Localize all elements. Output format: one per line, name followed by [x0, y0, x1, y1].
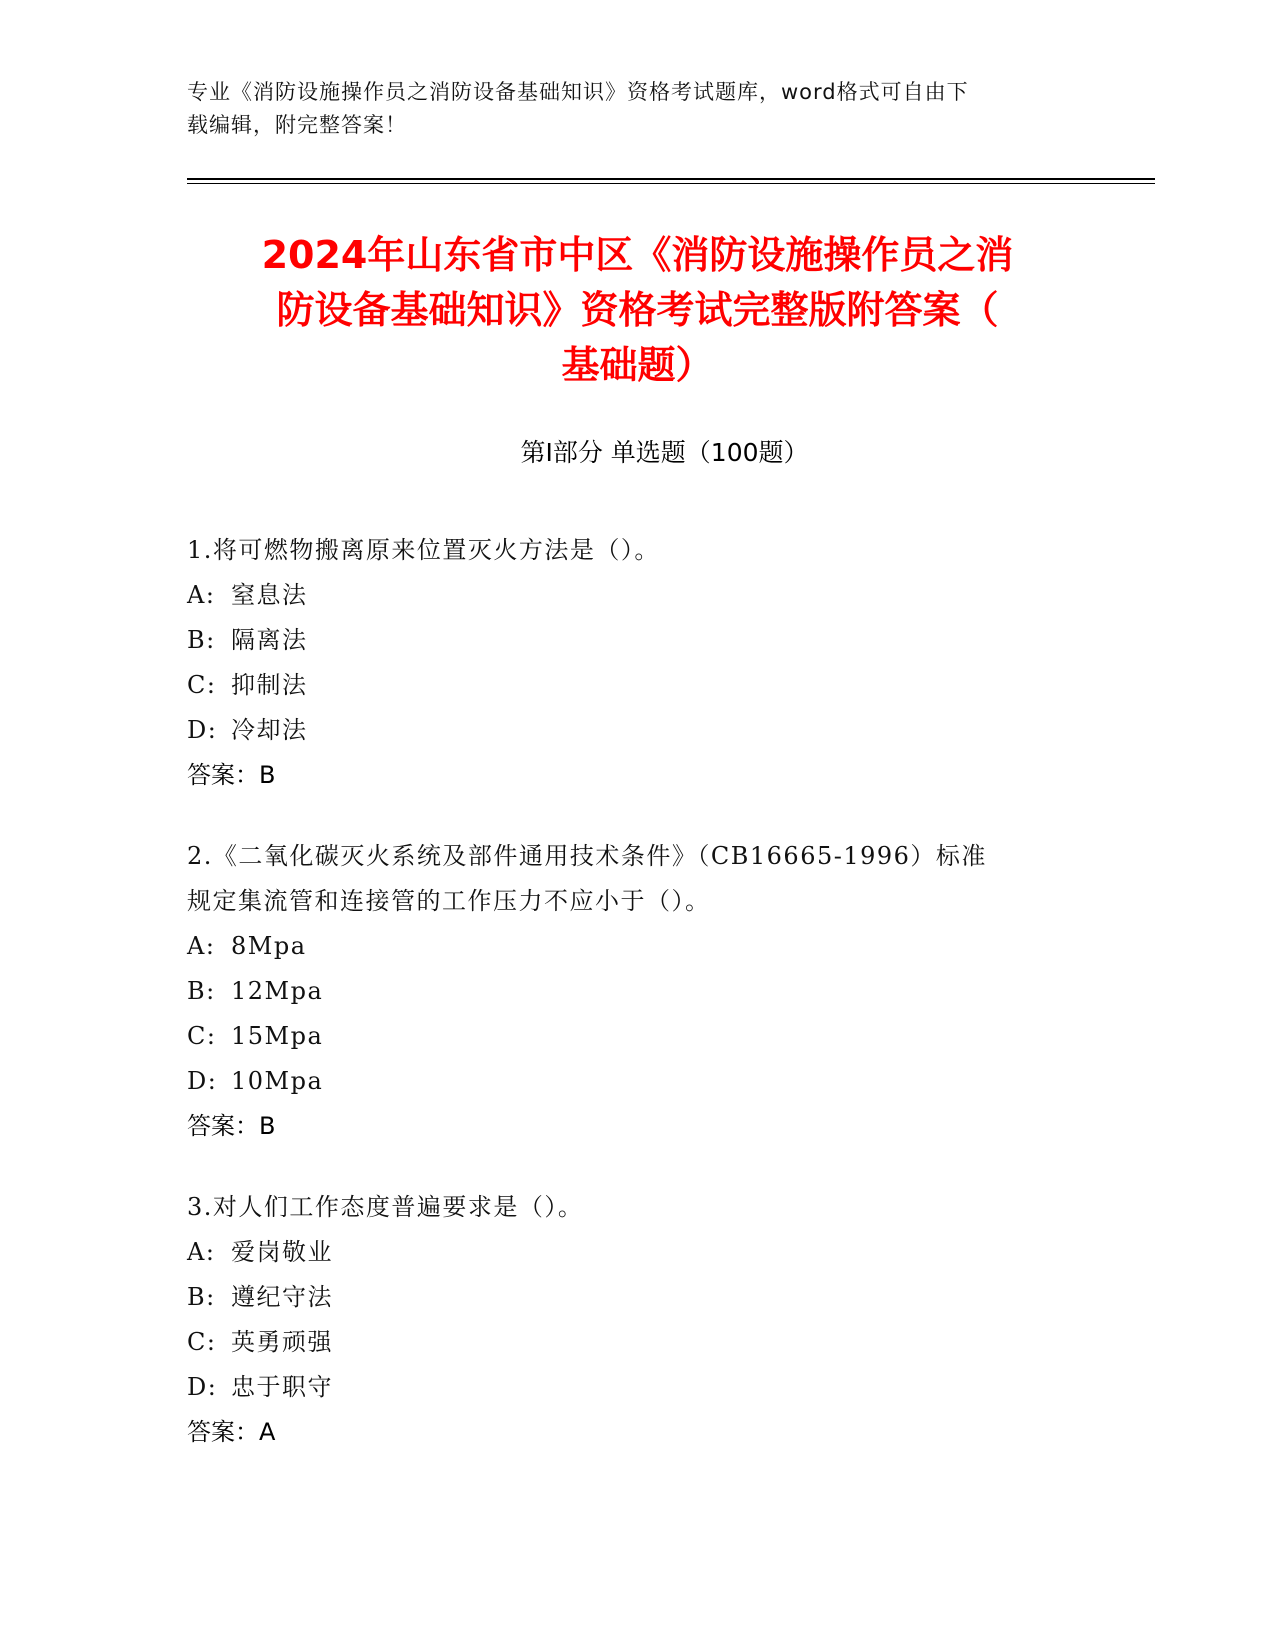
document-title	[160, 228, 1115, 393]
option-letter: B:	[187, 977, 216, 1005]
option-letter: D:	[187, 1373, 218, 1401]
header-note	[187, 76, 1087, 142]
option-text: 英勇顽强	[231, 1328, 333, 1356]
question-stem: 2.《二氧化碳灭火系统及部件通用技术条件》（CB16665-1996）标准	[187, 842, 987, 870]
option-a	[187, 924, 1067, 969]
question-3	[187, 1185, 1067, 1455]
option-letter: B:	[187, 1283, 216, 1311]
option-text: 8Mpa	[231, 932, 307, 960]
option-text: 冷却法	[231, 716, 308, 744]
option-text: 12Mpa	[231, 977, 324, 1005]
option-b	[187, 1275, 1067, 1320]
option-letter: C:	[187, 1328, 217, 1356]
question-1	[187, 528, 1067, 798]
option-a	[187, 1230, 1067, 1275]
option-d	[187, 1059, 1067, 1104]
option-text: 隔离法	[231, 626, 308, 654]
option-letter: A:	[187, 1238, 216, 1266]
answer-label: 答案：A	[187, 1418, 276, 1446]
option-b	[187, 969, 1067, 1014]
header-note-line-1: 专业《消防设施操作员之消防设备基础知识》资格考试题库，word格式可自由下	[187, 80, 969, 104]
section-title: 第Ⅰ部分 单选题（100题）	[520, 438, 809, 467]
option-a	[187, 573, 1067, 618]
option-letter: A:	[187, 932, 216, 960]
question-list	[187, 528, 1067, 1491]
answer-label: 答案：B	[187, 761, 276, 789]
option-text: 遵纪守法	[231, 1283, 333, 1311]
question-2	[187, 834, 1067, 1149]
document-title-line-2: 防设备基础知识》资格考试完整版附答案（	[276, 288, 999, 332]
option-letter: C:	[187, 671, 217, 699]
question-stem: 3.对人们工作态度普遍要求是（）。	[187, 1193, 584, 1221]
document-title-line-1: 2024年山东省市中区《消防设施操作员之消	[261, 233, 1014, 277]
option-d	[187, 1365, 1067, 1410]
option-text: 爱岗敬业	[231, 1238, 333, 1266]
option-c	[187, 1320, 1067, 1365]
option-letter: A:	[187, 581, 216, 609]
header-divider-thin	[187, 183, 1155, 184]
document-title-line-3: 基础题）	[561, 343, 714, 387]
header-divider-thick	[187, 178, 1155, 180]
answer-label: 答案：B	[187, 1112, 276, 1140]
option-letter: B:	[187, 626, 216, 654]
question-stem: 1.将可燃物搬离原来位置灭火方法是（）。	[187, 536, 660, 564]
option-text: 抑制法	[231, 671, 308, 699]
option-text: 15Mpa	[231, 1022, 324, 1050]
option-b	[187, 618, 1067, 663]
option-c	[187, 1014, 1067, 1059]
question-stem-continued: 规定集流管和连接管的工作压力不应小于（）。	[187, 887, 711, 915]
option-text: 窒息法	[231, 581, 308, 609]
option-c	[187, 663, 1067, 708]
option-text: 10Mpa	[231, 1067, 324, 1095]
option-d	[187, 708, 1067, 753]
option-letter: C:	[187, 1022, 217, 1050]
option-letter: D:	[187, 716, 218, 744]
header-note-line-2: 载编辑，附完整答案！	[187, 113, 407, 137]
option-text: 忠于职守	[231, 1373, 333, 1401]
option-letter: D:	[187, 1067, 218, 1095]
